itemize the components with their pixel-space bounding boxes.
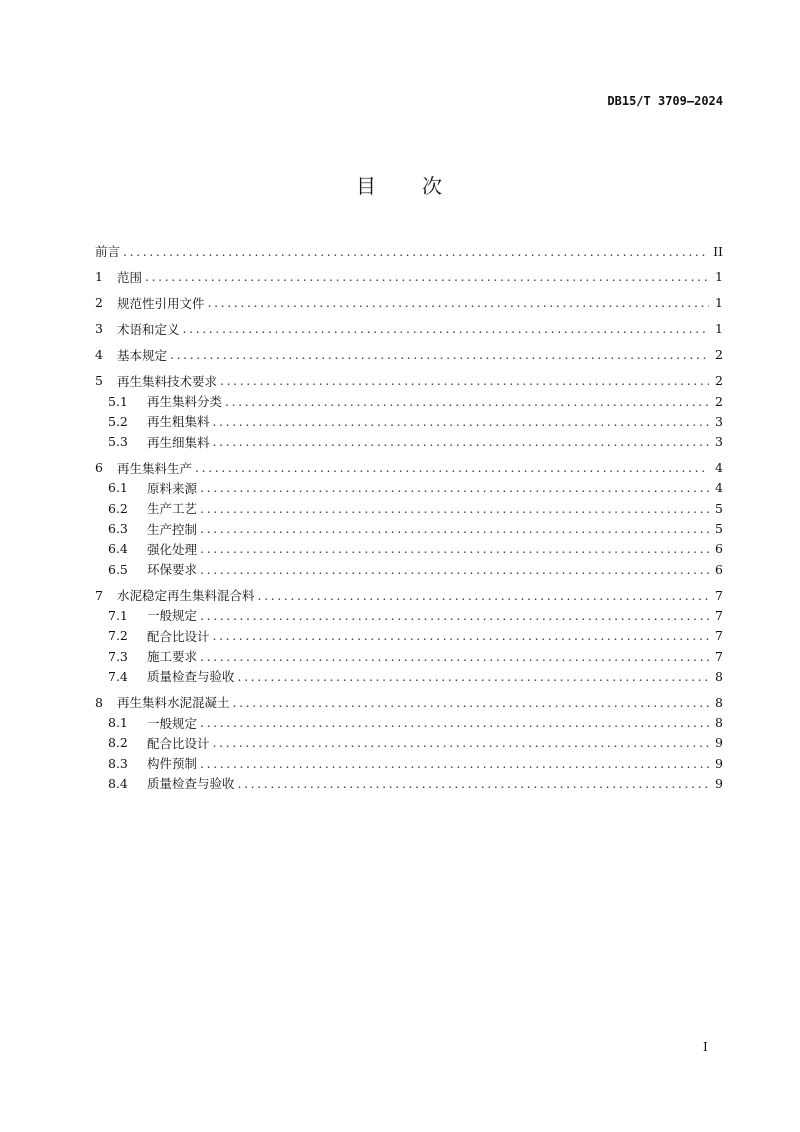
dot-leader xyxy=(200,649,709,664)
toc-entry-label: 一般规定 xyxy=(147,715,198,731)
toc-entry-label: 构件预制 xyxy=(147,756,198,772)
toc-entry[interactable] xyxy=(95,712,723,732)
dot-leader xyxy=(170,347,709,362)
toc-entry[interactable] xyxy=(95,518,723,538)
toc-entry-label: 一般规定 xyxy=(147,608,198,624)
toc-entry-page: 6 xyxy=(715,561,723,577)
toc-entry-number: 8.4 xyxy=(108,775,128,791)
toc-entry[interactable] xyxy=(95,733,723,753)
toc-entry-label: 质量检查与验收 xyxy=(147,776,235,792)
toc-entry-label: 再生粗集料 xyxy=(147,414,210,430)
toc-entry-page: 2 xyxy=(715,373,723,389)
toc-entry[interactable] xyxy=(95,753,723,773)
dot-leader xyxy=(213,628,709,643)
toc-entry[interactable] xyxy=(95,478,723,498)
toc-entry[interactable] xyxy=(95,585,723,605)
toc-entry-number: 5.1 xyxy=(108,393,128,409)
toc-entry-label: 环保要求 xyxy=(147,562,198,578)
toc-entry-label: 生产控制 xyxy=(147,521,198,537)
toc-entry-page: 2 xyxy=(715,347,723,363)
toc-entry-page: 5 xyxy=(715,500,723,516)
toc-entry-label: 前言 xyxy=(95,244,121,259)
toc-entry[interactable] xyxy=(95,626,723,646)
dot-leader xyxy=(200,541,709,556)
toc-entry[interactable] xyxy=(95,391,723,411)
toc-entry-label: 生产工艺 xyxy=(147,501,198,517)
dot-leader xyxy=(213,735,709,750)
toc-entry-number: 5.2 xyxy=(108,413,128,429)
dot-leader xyxy=(213,434,709,449)
toc-entry-label: 范围 xyxy=(117,269,143,285)
dot-leader xyxy=(238,776,709,791)
toc-entry-label: 基本规定 xyxy=(117,347,168,363)
dot-leader xyxy=(200,608,709,623)
toc-entry-label: 术语和定义 xyxy=(117,321,180,337)
toc-entry[interactable] xyxy=(95,605,723,625)
toc-entry-label: 配合比设计 xyxy=(147,735,210,751)
toc-entry-page: 2 xyxy=(715,393,723,409)
standard-number: DB15/T 3709—2024 xyxy=(607,94,723,108)
toc-entry-page: II xyxy=(713,243,723,259)
toc-entry[interactable] xyxy=(95,539,723,559)
dot-leader xyxy=(195,460,709,475)
toc-entry-number: 8.3 xyxy=(108,755,128,771)
dot-leader xyxy=(220,373,709,388)
toc-entry-number: 3 xyxy=(95,321,103,337)
toc-entry-page: 3 xyxy=(715,413,723,429)
toc-entry-label: 配合比设计 xyxy=(147,628,210,644)
toc-entry-number: 7 xyxy=(95,587,103,603)
toc-entry-page: 6 xyxy=(715,541,723,557)
toc-entry[interactable] xyxy=(95,458,723,478)
dot-leader xyxy=(233,695,709,710)
dot-leader xyxy=(123,244,707,259)
toc-entry[interactable] xyxy=(95,371,723,391)
table-of-contents xyxy=(95,241,723,794)
toc-entry-number: 1 xyxy=(95,269,103,285)
toc-entry-label: 再生细集料 xyxy=(147,434,210,450)
toc-entry-number: 5 xyxy=(95,373,103,389)
toc-entry-number: 6.4 xyxy=(108,541,128,557)
toc-entry[interactable] xyxy=(95,559,723,579)
toc-entry-label: 再生集料分类 xyxy=(147,394,223,410)
toc-entry-page: 8 xyxy=(715,694,723,710)
toc-entry-page: 4 xyxy=(715,460,723,476)
toc-entry-page: 5 xyxy=(715,521,723,537)
dot-leader xyxy=(200,562,709,577)
toc-entry-number: 2 xyxy=(95,295,103,311)
toc-entry-label: 再生集料技术要求 xyxy=(117,373,218,389)
dot-leader xyxy=(145,269,709,284)
toc-entry-label: 规范性引用文件 xyxy=(117,295,205,311)
toc-entry[interactable] xyxy=(95,267,723,287)
dot-leader xyxy=(225,394,709,409)
dot-leader xyxy=(208,295,709,310)
toc-entry[interactable] xyxy=(95,666,723,686)
toc-entry-number: 6 xyxy=(95,460,103,476)
toc-entry-page: 1 xyxy=(715,295,723,311)
toc-entry[interactable] xyxy=(95,411,723,431)
dot-leader xyxy=(200,715,709,730)
toc-entry-number: 6.1 xyxy=(108,480,128,496)
toc-entry-number: 8 xyxy=(95,694,103,710)
toc-entry-label: 再生集料生产 xyxy=(117,460,193,476)
toc-entry-page: 8 xyxy=(715,668,723,684)
toc-entry-label: 强化处理 xyxy=(147,541,198,557)
toc-entry[interactable] xyxy=(95,646,723,666)
toc-entry-number: 5.3 xyxy=(108,434,128,450)
toc-entry-page: 8 xyxy=(715,715,723,731)
toc-entry[interactable] xyxy=(95,345,723,365)
toc-entry-page: 9 xyxy=(715,775,723,791)
dot-leader xyxy=(213,414,709,429)
dot-leader xyxy=(200,521,709,536)
toc-entry-number: 7.1 xyxy=(108,607,128,623)
toc-entry-label: 质量检查与验收 xyxy=(147,669,235,685)
toc-entry-page: 7 xyxy=(715,587,723,603)
toc-entry-page: 4 xyxy=(715,480,723,496)
toc-entry-number: 7.3 xyxy=(108,648,128,664)
toc-entry-number: 6.2 xyxy=(108,500,128,516)
toc-entry[interactable] xyxy=(95,293,723,313)
toc-entry-label: 原料来源 xyxy=(147,480,198,496)
toc-entry-number: 4 xyxy=(95,347,103,363)
toc-entry-number: 7.4 xyxy=(108,668,128,684)
toc-entry-page: 1 xyxy=(715,321,723,337)
toc-entry[interactable] xyxy=(95,692,723,712)
toc-entry[interactable] xyxy=(95,498,723,518)
toc-entry[interactable] xyxy=(95,432,723,452)
toc-entry-number: 6.5 xyxy=(108,561,128,577)
toc-entry-number: 8.1 xyxy=(108,715,128,731)
toc-entry[interactable] xyxy=(95,773,723,793)
dot-leader xyxy=(200,756,709,771)
toc-entry-label: 施工要求 xyxy=(147,649,198,664)
dot-leader xyxy=(183,321,709,336)
toc-entry-page: 7 xyxy=(715,607,723,623)
toc-entry-number: 8.2 xyxy=(108,735,128,751)
toc-entry-page: 7 xyxy=(715,648,723,664)
dot-leader xyxy=(238,669,709,684)
toc-entry-page: 3 xyxy=(715,434,723,450)
toc-entry-page: 1 xyxy=(715,269,723,285)
toc-entry-page: 9 xyxy=(715,755,723,771)
toc-entry[interactable] xyxy=(95,319,723,339)
toc-entry-label: 再生集料水泥混凝土 xyxy=(117,695,230,711)
toc-entry-page: 7 xyxy=(715,628,723,644)
toc-entry-number: 6.3 xyxy=(108,521,128,537)
dot-leader xyxy=(200,501,709,516)
dot-leader xyxy=(200,480,709,495)
dot-leader xyxy=(258,588,709,603)
toc-entry-page: 9 xyxy=(715,735,723,751)
toc-entry-number: 7.2 xyxy=(108,628,128,644)
page-number: I xyxy=(703,1040,708,1054)
toc-entry[interactable] xyxy=(95,241,723,261)
toc-entry-label: 水泥稳定再生集料混合料 xyxy=(117,588,255,604)
page-title: 目 次 xyxy=(356,174,444,198)
